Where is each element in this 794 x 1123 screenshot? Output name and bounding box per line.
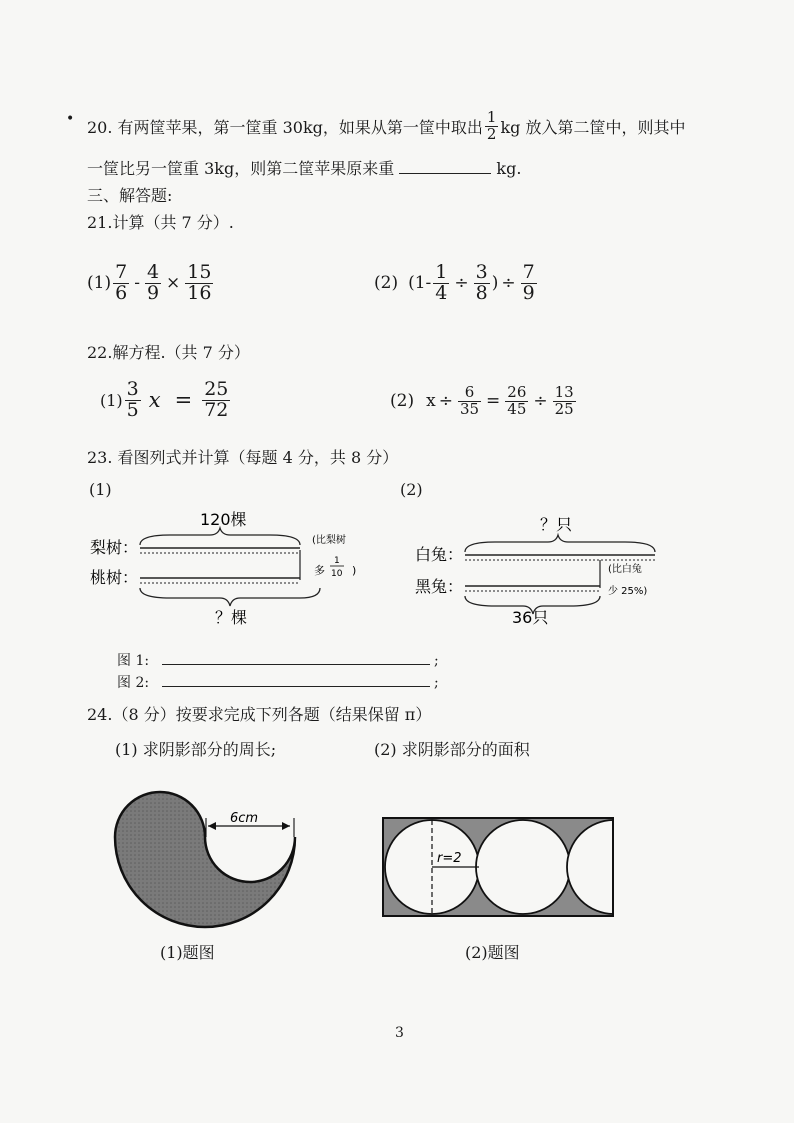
q24-part1-prompt: (1) 求阴影部分的周长; xyxy=(115,740,277,759)
d1-note-frac-num: 1 xyxy=(334,556,340,566)
q24-figure1-caption: (1)题图 xyxy=(160,943,215,962)
d1-note-line1: (比梨树 xyxy=(312,535,346,546)
q22-p2-frac-a: $\frac{6}{35}$ xyxy=(459,383,480,418)
d1-row2-label: 桃树： xyxy=(90,568,139,587)
q21-title: 21.计算（共 7 分）. xyxy=(87,213,234,232)
d1-note-line3: ) xyxy=(352,564,357,577)
d1-top-brace xyxy=(140,528,300,545)
q23-diagram1-label: (1) xyxy=(89,480,112,499)
q21-part1: (1) $\frac{7}{6}$ - $\frac{4}{9}$ × $\frac{15}{16}$ xyxy=(87,261,212,304)
d1-bottom-label: ？棵 xyxy=(215,608,248,627)
q22-part1: (1) $\frac{3}{5}$ x = $\frac{25}{72}$ xyxy=(100,378,229,421)
q21-p2-frac-a: $\frac{1}{4}$ xyxy=(435,261,448,304)
d1-note-line2: 多 xyxy=(314,564,325,577)
d2-note-line1: (比白兔 xyxy=(608,564,642,575)
q22-title: 22.解方程.（共 7 分） xyxy=(87,343,250,362)
q20-fraction: $\frac{1}{2}$ xyxy=(486,108,497,143)
q22-p1-frac-b: $\frac{25}{72}$ xyxy=(204,378,229,421)
q22-part2: (2) x ÷ $\frac{6}{35}$ = $\frac{26}{45}$ ÷ $\frac{13}{25}$ xyxy=(390,383,574,418)
q22-p2-label: (2) xyxy=(390,391,415,412)
q23-answer1: 图 1: ; xyxy=(117,653,439,669)
fig1-arrow-right xyxy=(282,822,290,830)
q24-figure2-caption: (2)题图 xyxy=(465,943,520,962)
d1-top-label: 120棵 xyxy=(200,510,247,529)
d1-row1-label: 梨树： xyxy=(90,538,139,557)
fig1-dimension-label: 6cm xyxy=(230,811,259,826)
section-3-title: 三、解答题: xyxy=(87,186,173,205)
q20-text-a: 20. 有两筐苹果，第一筐重 30kg，如果从第一筐中取出 xyxy=(87,117,483,137)
q21-p1-label: (1) xyxy=(87,273,112,294)
q22-p2-frac-c: $\frac{13}{25}$ xyxy=(554,383,574,418)
d2-top-brace xyxy=(465,535,655,552)
d2-row1-label: 白兔： xyxy=(415,545,464,564)
d2-note-line2: 少 25%) xyxy=(608,586,648,597)
fig2-radius-label: r=2 xyxy=(437,851,462,866)
d2-bottom-label: 36只 xyxy=(512,608,549,627)
page-number: 3 xyxy=(395,1025,404,1041)
q22-p1-label: (1) xyxy=(100,390,123,410)
q24-part2-prompt: (2) 求阴影部分的面积 xyxy=(374,740,530,759)
q22-p2-frac-b: $\frac{26}{45}$ xyxy=(507,383,527,418)
q21-p2-frac-b: $\frac{3}{8}$ xyxy=(475,261,488,304)
q21-p1-frac-c: $\frac{15}{16}$ xyxy=(187,261,212,304)
fig2-circle-2 xyxy=(476,820,570,914)
answer2-label: 图 2: xyxy=(117,675,150,691)
fig1-arrow-left xyxy=(208,822,216,830)
d2-row2-label: 黑兔： xyxy=(415,577,464,596)
q23-diagram2-label: (2) xyxy=(400,480,423,499)
q20-unit: kg. xyxy=(496,159,522,178)
bullet-mark: • xyxy=(66,111,75,127)
answer2-blank[interactable] xyxy=(162,686,430,687)
q24-title: 24.（8 分）按要求完成下列各题（结果保留 π） xyxy=(87,705,432,724)
q20-text-b: kg 放入第二筐中，则其中 xyxy=(500,117,686,137)
d2-top-label: ？只 xyxy=(540,515,573,534)
answer1-label: 图 1: xyxy=(117,653,150,669)
q21-p2-label: (2) xyxy=(374,273,399,294)
d1-bottom-brace xyxy=(140,588,320,606)
q24-figure2 xyxy=(375,812,620,922)
q22-p1-frac-a: $\frac{3}{5}$ xyxy=(126,378,139,421)
answer1-blank[interactable] xyxy=(162,664,430,665)
q20-text-c: 一筐比另一筐重 3kg，则第二筐苹果原来重 xyxy=(87,159,395,178)
q24-figure1 xyxy=(110,790,310,930)
q23-title: 23. 看图列式并计算（每题 4 分，共 8 分） xyxy=(87,448,399,467)
q21-part2: (2) (1- $\frac{1}{4}$ ÷ $\frac{3}{8}$ ) ÷ $\frac{7}{9}$ xyxy=(374,261,535,304)
d1-note-frac-den: 10 xyxy=(331,569,343,579)
q23-answer2: 图 2: ; xyxy=(117,675,439,691)
q21-p1-frac-a: $\frac{7}{6}$ xyxy=(115,261,128,304)
q21-p2-frac-c: $\frac{7}{9}$ xyxy=(522,261,535,304)
q21-p1-frac-b: $\frac{4}{9}$ xyxy=(146,261,160,304)
fig1-shaded-region xyxy=(115,792,295,927)
